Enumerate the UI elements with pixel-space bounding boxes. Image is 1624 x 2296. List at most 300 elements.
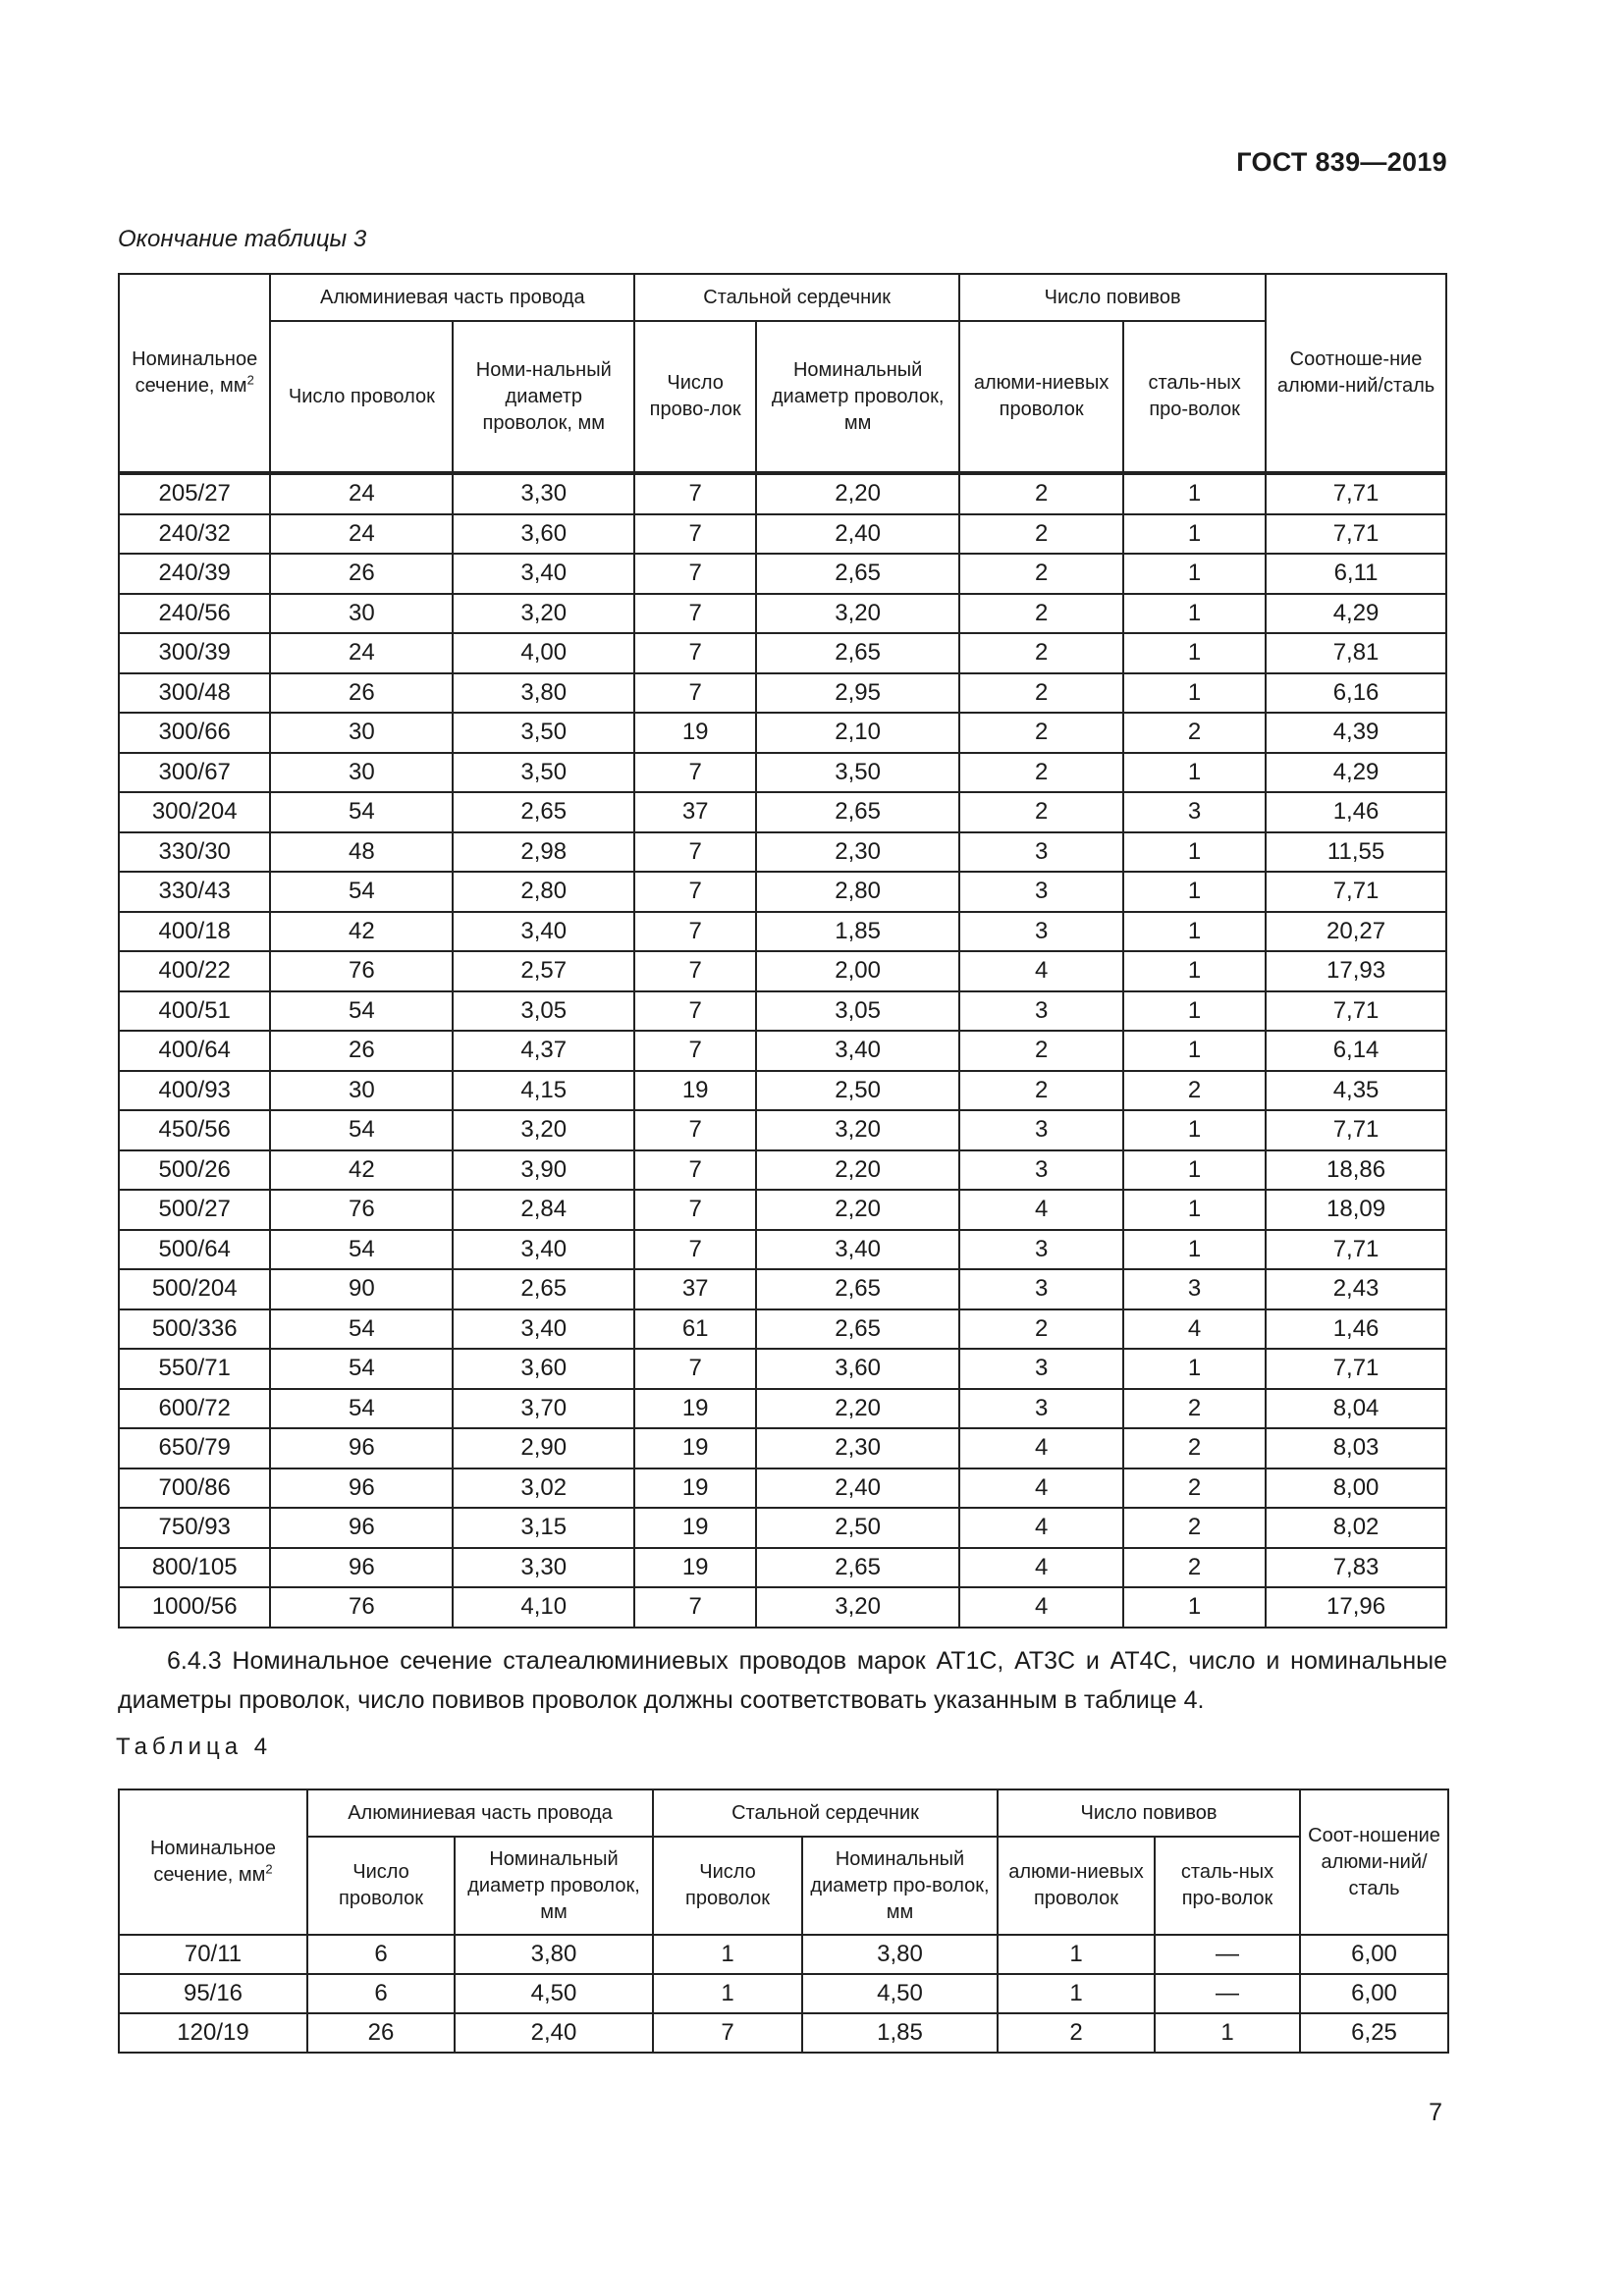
- table-cell: 19: [634, 1548, 756, 1588]
- table-row: [119, 633, 1446, 673]
- table-cell: 19: [634, 1071, 756, 1111]
- table-cell: 4,29: [1266, 753, 1446, 793]
- table-cell: 7,71: [1266, 991, 1446, 1032]
- table-cell: 4,50: [802, 1974, 998, 2013]
- table3-body: [119, 474, 1446, 1628]
- table-4: [118, 1789, 1449, 2054]
- table-cell: 1: [1123, 912, 1266, 952]
- table-cell: 3,80: [453, 673, 634, 714]
- header-al-wire-diameter: Номи-нальный диаметр проволок, мм: [453, 321, 634, 472]
- table-cell: 7,71: [1266, 1230, 1446, 1270]
- table-cell: 4: [959, 1468, 1123, 1509]
- table-cell: 2: [998, 2013, 1155, 2053]
- table-cell: 300/66: [119, 713, 270, 753]
- table-cell: 2,20: [756, 474, 959, 514]
- table-cell: 2: [959, 554, 1123, 594]
- table-cell: 7: [634, 514, 756, 555]
- table-cell: 2: [959, 594, 1123, 634]
- table-cell: 1: [1123, 554, 1266, 594]
- table-cell: 2: [1123, 1389, 1266, 1429]
- table-cell: 4: [959, 1428, 1123, 1468]
- table-cell: 3: [959, 991, 1123, 1032]
- table-cell: 700/86: [119, 1468, 270, 1509]
- t4-header-al-wire-diameter: Номинальный диаметр проволок, мм: [455, 1837, 653, 1935]
- table-cell: 1: [998, 1974, 1155, 2013]
- table-cell: 6,00: [1300, 1974, 1448, 2013]
- header-twists: Число повивов: [959, 274, 1266, 321]
- table-row: [119, 991, 1446, 1032]
- table-cell: 600/72: [119, 1389, 270, 1429]
- table-cell: 1: [1123, 474, 1266, 514]
- table-cell: 240/39: [119, 554, 270, 594]
- table-cell: 1: [653, 1935, 802, 1974]
- table-cell: 2,84: [453, 1190, 634, 1230]
- table-cell: 2: [959, 474, 1123, 514]
- table-cell: 2: [1123, 713, 1266, 753]
- table-row: [119, 1150, 1446, 1191]
- table-cell: 3,20: [453, 1110, 634, 1150]
- table-row: [119, 1548, 1446, 1588]
- table-cell: 76: [270, 1587, 453, 1628]
- table-cell: 4: [1123, 1309, 1266, 1350]
- table-cell: 3,30: [453, 474, 634, 514]
- table-cell: 3: [1123, 1269, 1266, 1309]
- table-cell: 6,25: [1300, 2013, 1448, 2053]
- table-row: [119, 1230, 1446, 1270]
- table-cell: 650/79: [119, 1428, 270, 1468]
- table-cell: 2: [1123, 1071, 1266, 1111]
- table-cell: 1: [1123, 753, 1266, 793]
- t4-header-ratio: Соот-ношение алюми-ний/сталь: [1300, 1789, 1448, 1935]
- table-cell: 2,65: [756, 633, 959, 673]
- table-row: [119, 1309, 1446, 1350]
- table-cell: 240/32: [119, 514, 270, 555]
- table-cell: 7: [634, 474, 756, 514]
- table-cell: 6,16: [1266, 673, 1446, 714]
- table-cell: 400/51: [119, 991, 270, 1032]
- table-cell: 4: [959, 951, 1123, 991]
- table-row: [119, 713, 1446, 753]
- table-cell: —: [1155, 1935, 1300, 1974]
- header-al-wire-count: Число проволок: [270, 321, 453, 472]
- table-cell: 1000/56: [119, 1587, 270, 1628]
- table-cell: 1: [1123, 1031, 1266, 1071]
- table-cell: 4,00: [453, 633, 634, 673]
- table-row: [119, 554, 1446, 594]
- table-cell: 54: [270, 1230, 453, 1270]
- table-cell: 3,80: [802, 1935, 998, 1974]
- table-cell: 2: [1123, 1428, 1266, 1468]
- header-st-wire-count: Число прово-лок: [634, 321, 756, 472]
- table-cell: 3,60: [453, 514, 634, 555]
- table-cell: 1: [1123, 633, 1266, 673]
- table-cell: 8,03: [1266, 1428, 1446, 1468]
- table-cell: 450/56: [119, 1110, 270, 1150]
- table-row: [119, 514, 1446, 555]
- table-cell: 300/204: [119, 792, 270, 832]
- table-cell: 7: [634, 753, 756, 793]
- table-cell: 2,90: [453, 1428, 634, 1468]
- table-cell: 1,85: [756, 912, 959, 952]
- table-cell: 7,71: [1266, 514, 1446, 555]
- table-cell: 3,40: [453, 912, 634, 952]
- table-cell: 8,00: [1266, 1468, 1446, 1509]
- table-cell: 54: [270, 1110, 453, 1150]
- t4-header-twists-st: сталь-ных про-волок: [1155, 1837, 1300, 1935]
- header-ratio: Соотноше-ние алюми-ний/сталь: [1266, 274, 1446, 472]
- table-cell: 400/64: [119, 1031, 270, 1071]
- table-cell: 7: [634, 912, 756, 952]
- table-cell: 7: [634, 1150, 756, 1191]
- table-cell: 7: [634, 633, 756, 673]
- table-cell: 7,81: [1266, 633, 1446, 673]
- table-row: [119, 951, 1446, 991]
- table-row: [119, 832, 1446, 873]
- table-cell: 4,10: [453, 1587, 634, 1628]
- table-cell: 1: [998, 1935, 1155, 1974]
- table-cell: 19: [634, 713, 756, 753]
- table-cell: 17,96: [1266, 1587, 1446, 1628]
- table-cell: 2: [959, 633, 1123, 673]
- table-cell: 2: [1123, 1508, 1266, 1548]
- table-cell: 7: [634, 1190, 756, 1230]
- table-cell: 7: [634, 1349, 756, 1389]
- table-cell: 2: [959, 1309, 1123, 1350]
- table-row: [119, 1349, 1446, 1389]
- table-cell: 48: [270, 832, 453, 873]
- table4-label: Таблица 4: [116, 1734, 273, 1760]
- table-row: [119, 912, 1446, 952]
- table-cell: 3,20: [756, 594, 959, 634]
- table-cell: 96: [270, 1428, 453, 1468]
- table-cell: 3,80: [455, 1935, 653, 1974]
- t4-header-al-wire-count: Число проволок: [307, 1837, 455, 1935]
- table-cell: 96: [270, 1468, 453, 1509]
- page-number: 7: [1429, 2099, 1442, 2126]
- table-cell: 7,71: [1266, 872, 1446, 912]
- table-cell: 3,40: [756, 1230, 959, 1270]
- table-cell: 3,60: [453, 1349, 634, 1389]
- table-cell: 30: [270, 713, 453, 753]
- table-cell: 7: [634, 673, 756, 714]
- table-cell: 2,43: [1266, 1269, 1446, 1309]
- table-cell: 300/48: [119, 673, 270, 714]
- table-cell: 1: [1123, 673, 1266, 714]
- table-cell: 4,39: [1266, 713, 1446, 753]
- table-cell: —: [1155, 1974, 1300, 2013]
- table-cell: 120/19: [119, 2013, 307, 2053]
- table-cell: 4: [959, 1587, 1123, 1628]
- header-steel-core: Стальной сердечник: [634, 274, 959, 321]
- table-cell: 26: [270, 1031, 453, 1071]
- table-cell: 300/39: [119, 633, 270, 673]
- table-cell: 1: [1123, 1150, 1266, 1191]
- table-cell: 3,15: [453, 1508, 634, 1548]
- table-cell: 26: [270, 554, 453, 594]
- table-cell: 2,40: [756, 514, 959, 555]
- document-code: ГОСТ 839—2019: [1236, 147, 1447, 177]
- table3-caption: Окончание таблицы 3: [118, 226, 367, 252]
- table-cell: 4,37: [453, 1031, 634, 1071]
- table-cell: 6: [307, 1974, 455, 2013]
- table-cell: 6,11: [1266, 554, 1446, 594]
- table-cell: 2,95: [756, 673, 959, 714]
- table-cell: 2,50: [756, 1508, 959, 1548]
- table-cell: 3,02: [453, 1468, 634, 1509]
- table-cell: 54: [270, 1389, 453, 1429]
- table-cell: 2: [1123, 1548, 1266, 1588]
- table-cell: 3: [959, 1230, 1123, 1270]
- table-3: [118, 273, 1447, 1629]
- table-cell: 2,80: [756, 872, 959, 912]
- table-cell: 1: [1123, 1349, 1266, 1389]
- table-cell: 500/336: [119, 1309, 270, 1350]
- table-cell: 4,35: [1266, 1071, 1446, 1111]
- table-cell: 6: [307, 1935, 455, 1974]
- table-cell: 54: [270, 1349, 453, 1389]
- table-cell: 24: [270, 633, 453, 673]
- table-cell: 2: [959, 514, 1123, 555]
- table-cell: 2,65: [756, 1548, 959, 1588]
- table-row: [119, 594, 1446, 634]
- table-cell: 2,65: [756, 792, 959, 832]
- table-cell: 1: [1123, 951, 1266, 991]
- table-cell: 2: [959, 1071, 1123, 1111]
- table-cell: 70/11: [119, 1935, 307, 1974]
- table-cell: 1: [653, 1974, 802, 2013]
- table-cell: 2,20: [756, 1150, 959, 1191]
- table-cell: 7,71: [1266, 1110, 1446, 1150]
- table-cell: 2: [959, 673, 1123, 714]
- table-cell: 37: [634, 1269, 756, 1309]
- table-cell: 61: [634, 1309, 756, 1350]
- table-row: [119, 1974, 1448, 2013]
- table-cell: 4: [959, 1190, 1123, 1230]
- table-cell: 26: [270, 673, 453, 714]
- table-cell: 7: [634, 1230, 756, 1270]
- table-cell: 7: [634, 872, 756, 912]
- table-cell: 2,98: [453, 832, 634, 873]
- table-cell: 4,15: [453, 1071, 634, 1111]
- table-row: [119, 1587, 1446, 1628]
- table-cell: 6,00: [1300, 1935, 1448, 1974]
- table4-body: [119, 1935, 1448, 2053]
- table-cell: 18,86: [1266, 1150, 1446, 1191]
- table-cell: 19: [634, 1468, 756, 1509]
- table-cell: 3,20: [756, 1587, 959, 1628]
- table-cell: 3: [959, 1150, 1123, 1191]
- table-cell: 4,50: [455, 1974, 653, 2013]
- table-cell: 30: [270, 594, 453, 634]
- table-cell: 2,40: [455, 2013, 653, 2053]
- table-cell: 76: [270, 951, 453, 991]
- table-cell: 54: [270, 991, 453, 1032]
- table-cell: 2: [959, 1031, 1123, 1071]
- table-cell: 7,71: [1266, 474, 1446, 514]
- table-cell: 550/71: [119, 1349, 270, 1389]
- table-cell: 3,60: [756, 1349, 959, 1389]
- table-row: [119, 1110, 1446, 1150]
- table-cell: 3,50: [756, 753, 959, 793]
- table-cell: 3,40: [453, 1230, 634, 1270]
- table-cell: 330/30: [119, 832, 270, 873]
- table-cell: 1: [1123, 1110, 1266, 1150]
- table-row: [119, 753, 1446, 793]
- table-cell: 1,46: [1266, 1309, 1446, 1350]
- table-cell: 3,05: [453, 991, 634, 1032]
- table-cell: 3: [959, 1389, 1123, 1429]
- table-cell: 7: [634, 1031, 756, 1071]
- table-cell: 300/67: [119, 753, 270, 793]
- table-cell: 2,40: [756, 1468, 959, 1509]
- table-cell: 76: [270, 1190, 453, 1230]
- table-cell: 19: [634, 1508, 756, 1548]
- table-cell: 500/64: [119, 1230, 270, 1270]
- table-cell: 500/27: [119, 1190, 270, 1230]
- table-cell: 1: [1123, 1190, 1266, 1230]
- table-cell: 37: [634, 792, 756, 832]
- table-cell: 240/56: [119, 594, 270, 634]
- table-cell: 7: [634, 1587, 756, 1628]
- table-cell: 24: [270, 474, 453, 514]
- table-cell: 90: [270, 1269, 453, 1309]
- table-cell: 2,65: [756, 554, 959, 594]
- table-cell: 2: [959, 753, 1123, 793]
- table-cell: 1: [1123, 1230, 1266, 1270]
- table-row: [119, 1508, 1446, 1548]
- header-twists-al: алюми-ниевых проволок: [959, 321, 1123, 472]
- table-cell: 3: [959, 1269, 1123, 1309]
- table-row: [119, 1071, 1446, 1111]
- table-cell: 7: [634, 594, 756, 634]
- table-cell: 1,46: [1266, 792, 1446, 832]
- table-cell: 54: [270, 1309, 453, 1350]
- header-nominal-section: Номинальное сечение, $мм^2$: [119, 274, 270, 472]
- t4-header-steel-core: Стальной сердечник: [653, 1789, 998, 1837]
- table-row: [119, 1935, 1448, 1974]
- table-cell: 2: [1123, 1468, 1266, 1509]
- table-cell: 1: [1123, 832, 1266, 873]
- table-row: [119, 792, 1446, 832]
- table-row: [119, 2013, 1448, 2053]
- table-cell: 750/93: [119, 1508, 270, 1548]
- table-cell: 95/16: [119, 1974, 307, 2013]
- table-cell: 4: [959, 1508, 1123, 1548]
- table-cell: 2,20: [756, 1190, 959, 1230]
- table-cell: 500/204: [119, 1269, 270, 1309]
- table-row: [119, 872, 1446, 912]
- table-cell: 2,57: [453, 951, 634, 991]
- table-cell: 3,20: [453, 594, 634, 634]
- table-cell: 3,40: [756, 1031, 959, 1071]
- table-cell: 2: [959, 792, 1123, 832]
- table-row: [119, 1389, 1446, 1429]
- table-cell: 20,27: [1266, 912, 1446, 952]
- table-cell: 2,65: [453, 1269, 634, 1309]
- table-cell: 1: [1123, 872, 1266, 912]
- table-cell: 4,29: [1266, 594, 1446, 634]
- table-cell: 24: [270, 514, 453, 555]
- table-row: [119, 673, 1446, 714]
- table-cell: 54: [270, 792, 453, 832]
- table-cell: 17,93: [1266, 951, 1446, 991]
- table-cell: 30: [270, 1071, 453, 1111]
- table-cell: 2,00: [756, 951, 959, 991]
- table-cell: 400/93: [119, 1071, 270, 1111]
- table-row: [119, 1031, 1446, 1071]
- table-row: [119, 1428, 1446, 1468]
- table-cell: 3,50: [453, 753, 634, 793]
- table-cell: 3,40: [453, 1309, 634, 1350]
- table-cell: 3: [959, 832, 1123, 873]
- table-cell: 3,40: [453, 554, 634, 594]
- table-cell: 1,85: [802, 2013, 998, 2053]
- table-cell: 3: [1123, 792, 1266, 832]
- paragraph-6-4-3: 6.4.3 Номинальное сечение сталеалюминиевых проводов марок АТ1С, АТ3С и АТ4С, число и номинальные диаметры проволок, число повивов проволок должны соответствовать указанным в таблице 4.: [118, 1647, 1447, 1714]
- table-cell: 6,14: [1266, 1031, 1446, 1071]
- t4-header-st-wire-diameter: Номинальный диаметр про-волок, мм: [802, 1837, 998, 1935]
- table-cell: 3: [959, 872, 1123, 912]
- table-cell: 11,55: [1266, 832, 1446, 873]
- table-cell: 400/18: [119, 912, 270, 952]
- table-row: [119, 1190, 1446, 1230]
- table-cell: 2,50: [756, 1071, 959, 1111]
- header-st-wire-diameter: Номинальный диаметр проволок, мм: [756, 321, 959, 472]
- table-cell: 400/22: [119, 951, 270, 991]
- table-cell: 7: [634, 1110, 756, 1150]
- table-cell: 19: [634, 1428, 756, 1468]
- table-cell: 18,09: [1266, 1190, 1446, 1230]
- table-cell: 3,30: [453, 1548, 634, 1588]
- table-cell: 4: [959, 1548, 1123, 1588]
- table-cell: 2,30: [756, 1428, 959, 1468]
- table-cell: 1: [1123, 1587, 1266, 1628]
- table-cell: 42: [270, 1150, 453, 1191]
- table-cell: 3,50: [453, 713, 634, 753]
- table-cell: 2,65: [756, 1269, 959, 1309]
- table-cell: 2,65: [453, 792, 634, 832]
- table-cell: 26: [307, 2013, 455, 2053]
- table-cell: 3,05: [756, 991, 959, 1032]
- table-cell: 7,83: [1266, 1548, 1446, 1588]
- table-cell: 500/26: [119, 1150, 270, 1191]
- t4-header-twists: Число повивов: [998, 1789, 1300, 1837]
- table-row: [119, 1468, 1446, 1509]
- table-cell: 3: [959, 1349, 1123, 1389]
- table-cell: 7: [634, 991, 756, 1032]
- table-cell: 7: [634, 554, 756, 594]
- table-cell: 205/27: [119, 474, 270, 514]
- table-cell: 3: [959, 1110, 1123, 1150]
- table-cell: 2,65: [756, 1309, 959, 1350]
- table-cell: 3,90: [453, 1150, 634, 1191]
- table-cell: 2: [959, 713, 1123, 753]
- table-cell: 19: [634, 1389, 756, 1429]
- table-cell: 800/105: [119, 1548, 270, 1588]
- table-cell: 96: [270, 1548, 453, 1588]
- table-cell: 2,80: [453, 872, 634, 912]
- table-cell: 54: [270, 872, 453, 912]
- table-cell: 42: [270, 912, 453, 952]
- table-cell: 3,70: [453, 1389, 634, 1429]
- table-cell: 3: [959, 912, 1123, 952]
- t4-header-twists-al: алюми-ниевых проволок: [998, 1837, 1155, 1935]
- table-cell: 1: [1123, 991, 1266, 1032]
- header-aluminum-part: Алюминиевая часть провода: [270, 274, 634, 321]
- table-row: [119, 1269, 1446, 1309]
- table-cell: 8,04: [1266, 1389, 1446, 1429]
- table-cell: 8,02: [1266, 1508, 1446, 1548]
